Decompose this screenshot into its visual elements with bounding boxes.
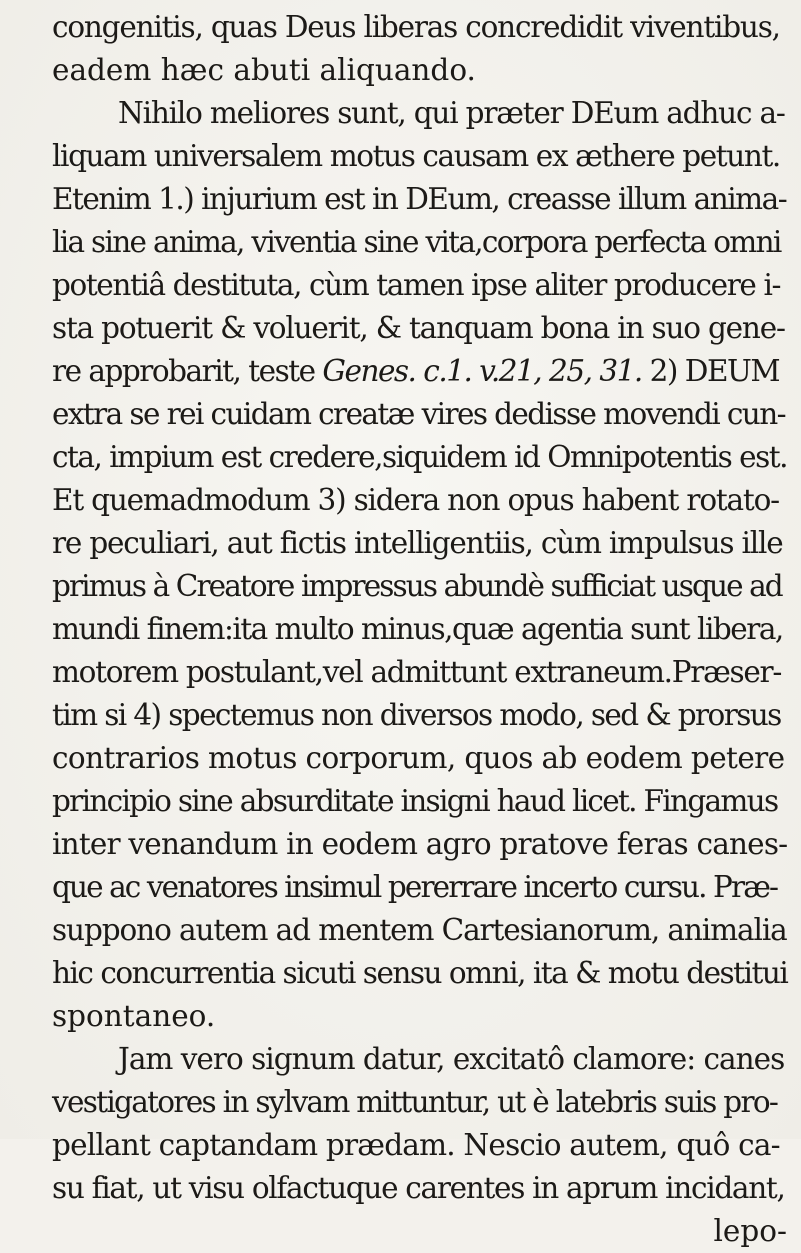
text-line: vestigatores in sylvam mittuntur, ut è latebris suis pro- <box>52 1085 778 1119</box>
text-line: extra se rei cuidam creatæ vires dedisse movendi cun- <box>52 397 785 431</box>
text-line: congenitis, quas Deus liberas concredidit viventibus, <box>52 10 780 44</box>
text-line <box>52 350 787 393</box>
text-line: que ac venatores insimul pererrare incerto cursu. Præ- <box>52 870 778 904</box>
text-line: lia sine anima, viventia sine vita,corpora perfecta omni <box>52 225 781 259</box>
body-text <box>52 6 787 1253</box>
text-line: inter venandum in eodem agro pratove feras canes- <box>52 827 788 861</box>
catchword: lepo- <box>713 1214 787 1248</box>
text-line: eadem hæc abuti aliquando. <box>52 53 476 87</box>
text-line: principio sine absurditate insigni haud licet. Fingamus <box>52 784 778 818</box>
text-line: pellant captandam prædam. Nescio autem, quô ca- <box>52 1128 780 1162</box>
text-line: sta potuerit & voluerit, & tanquam bona in suo gene- <box>52 311 785 345</box>
text-line: contrarios motus corporum, quos ab eodem petere <box>52 741 785 775</box>
text-line: re peculiari, aut fictis intelligentiis, cùm impulsus ille <box>52 526 783 560</box>
text-line: spontaneo. <box>52 999 216 1033</box>
text-line: mundi finem:ita multo minus,quæ agentia sunt libera, <box>52 612 783 646</box>
text-line: tim si 4) spectemus non diversos modo, sed & prorsus <box>52 698 781 732</box>
text-line: su fiat, ut visu olfactuque carentes in aprum incidant, <box>52 1171 785 1205</box>
text-line: liquam universalem motus causam ex æthere petunt. <box>52 139 780 173</box>
text-line: Nihilo meliores sunt, qui præter DEum adhuc a- <box>118 96 785 130</box>
text-line: primus à Creatore impressus abundè sufficiat usque ad <box>52 569 782 603</box>
citation-italic: Genes. c.1. v.21, 25, 31. <box>322 354 642 388</box>
text-line: cta, impium est credere,siquidem id Omnipotentis est. <box>52 440 787 474</box>
line-text: 2) DEUM <box>641 354 780 388</box>
text-line: Jam vero signum datur, excitatô clamore: canes <box>118 1042 785 1076</box>
text-line: suppono autem ad mentem Cartesianorum, animalia <box>52 913 787 947</box>
text-line: potentiâ destituta, cùm tamen ipse aliter producere i- <box>52 268 781 302</box>
text-line: Etenim 1.) injurium est in DEum, creasse illum anima- <box>52 182 787 216</box>
line-text: re approbarit, teste <box>52 354 323 388</box>
text-line: motorem postulant,vel admittunt extraneum.Præser- <box>52 655 781 689</box>
text-line: hic concurrentia sicuti sensu omni, ita & motu destitui <box>52 956 788 990</box>
text-line: Et quemadmodum 3) sidera non opus habent rotato- <box>52 483 779 517</box>
